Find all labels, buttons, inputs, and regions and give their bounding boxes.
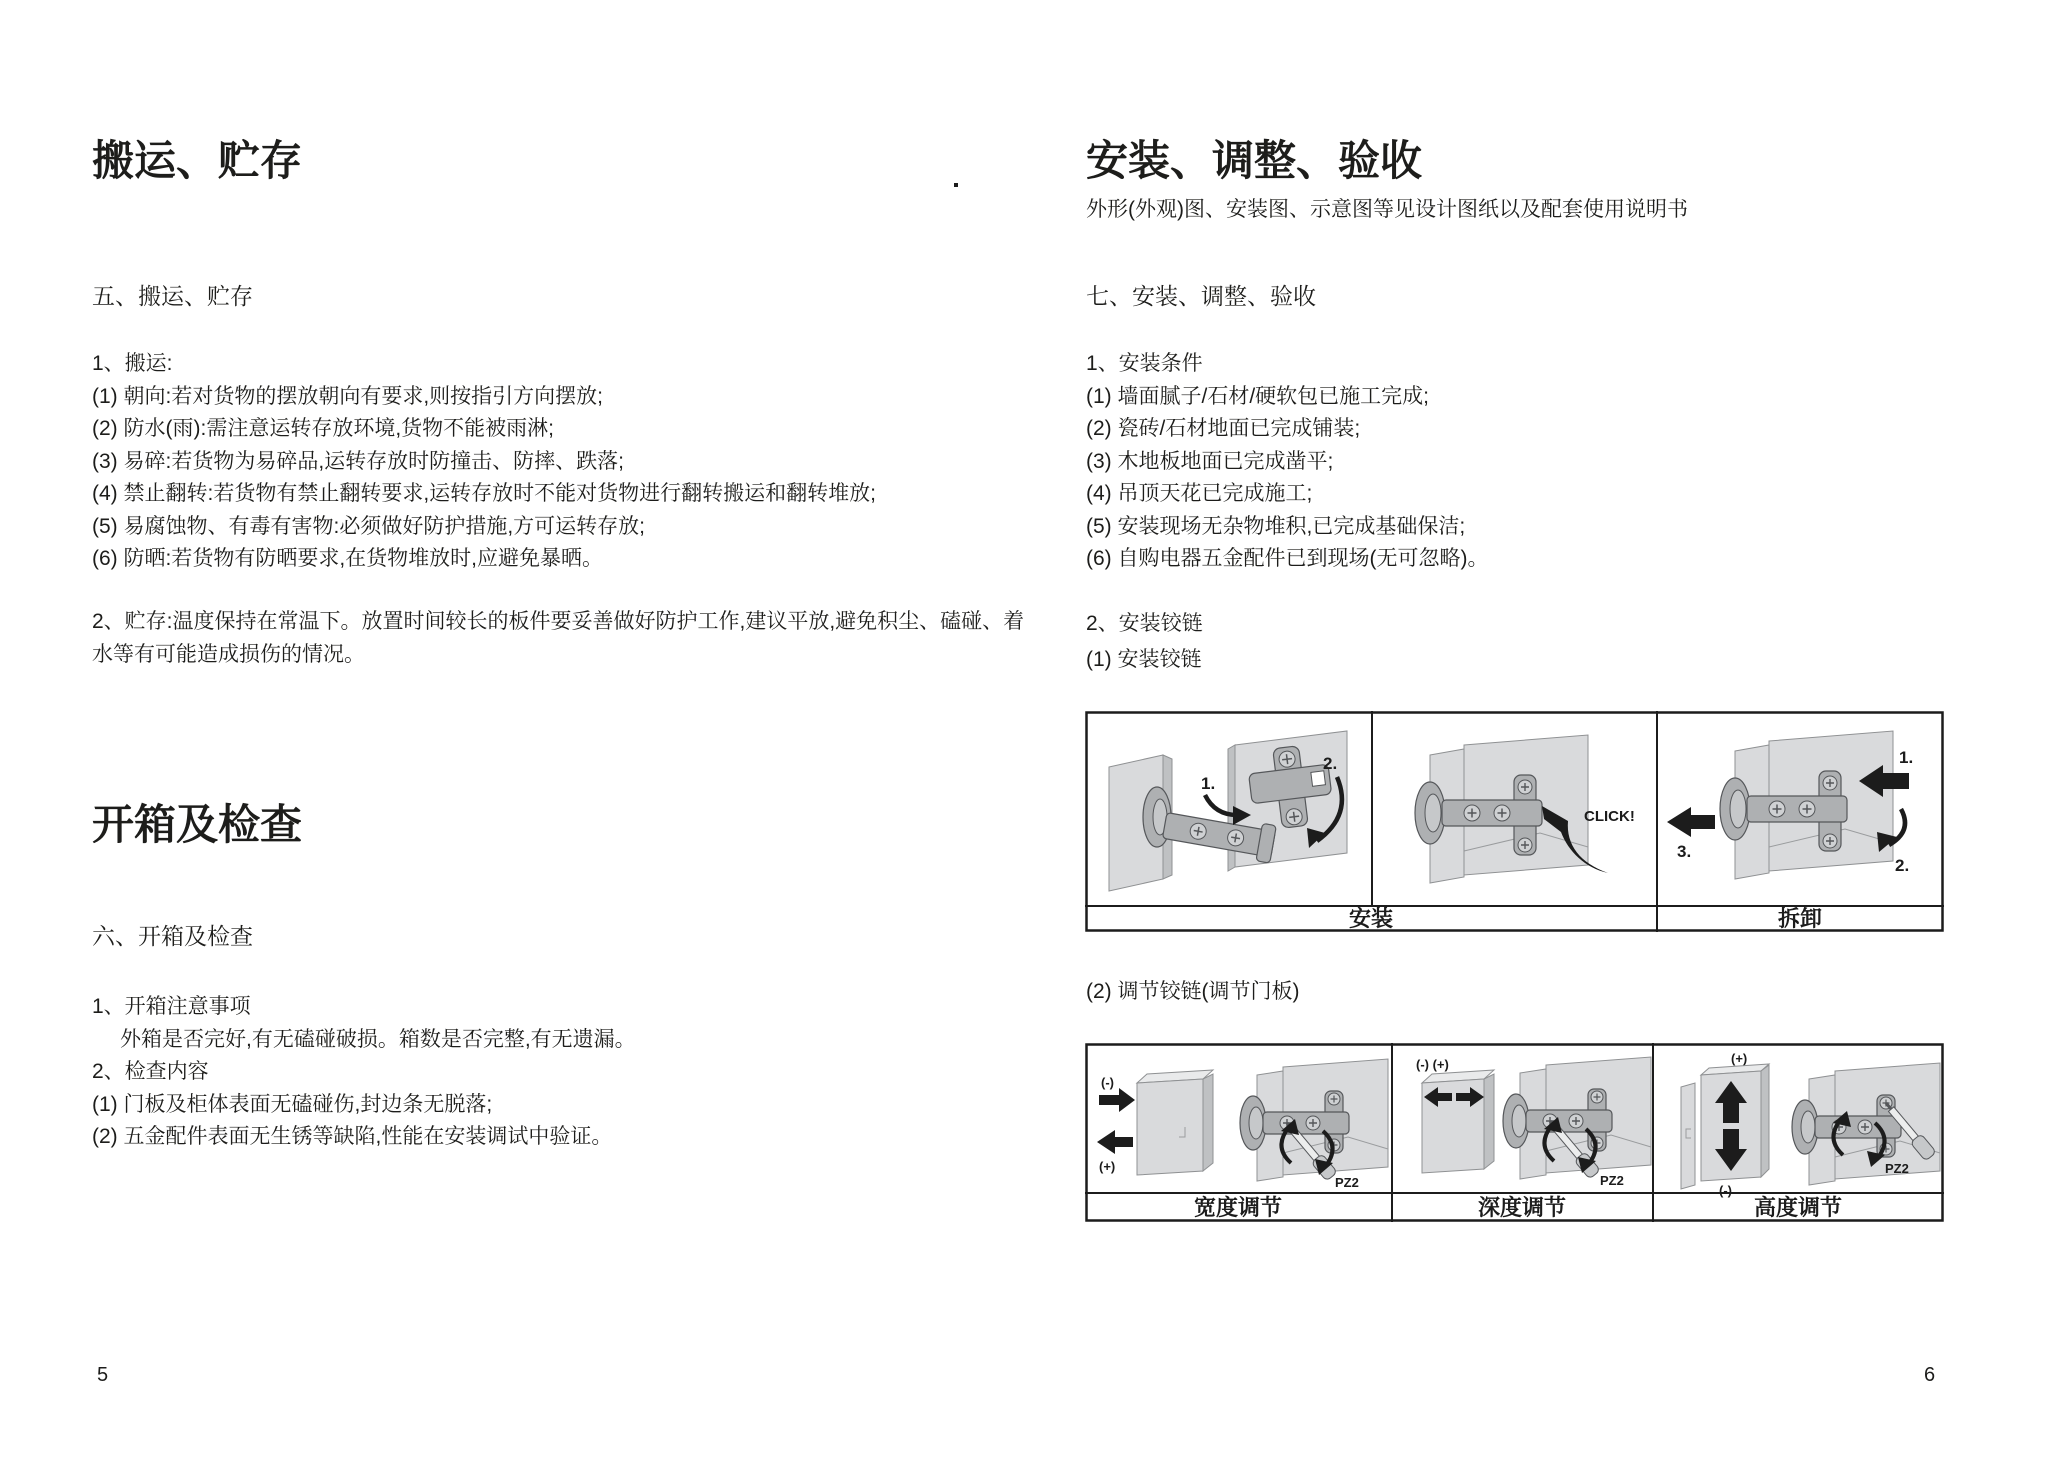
list-line: (1) 朝向:若对货物的摆放朝向有要求,则按指引方向摆放; [92, 384, 604, 408]
figure2-caption-depth: 深度调节 [1477, 1195, 1567, 1220]
step-label: 2. [1895, 856, 1910, 875]
step-label: 3. [1677, 842, 1692, 861]
figure1-panel-install-steps [1109, 731, 1347, 891]
minus-plus-label: (-) (+) [1416, 1057, 1449, 1072]
list-line: (3) 易碎:若货物为易碎品,运转存放时防撞击、防摔、跌落; [92, 449, 625, 473]
pz2-label: PZ2 [1335, 1175, 1359, 1190]
list-line: (5) 易腐蚀物、有毒有害物:必须做好防护措施,方可运转存放; [92, 514, 646, 538]
stray-dot [954, 183, 958, 187]
list-line: (6) 自购电器五金配件已到现场(无可忽略)。 [1086, 547, 1489, 570]
figure2-panel-height [1681, 1051, 1940, 1198]
step-label: 2. [1323, 754, 1338, 773]
pz2-label: PZ2 [1885, 1161, 1909, 1176]
conditions-list-title: 1、安装条件 [1086, 352, 1203, 375]
step-label: 1. [1201, 774, 1216, 793]
page-subtitle: 外形(外观)图、安装图、示意图等见设计图纸以及配套使用说明书 [1086, 198, 1688, 221]
page-title-unboxing-inspection: 开箱及检查 [92, 801, 303, 848]
figure-hinge-adjustment [1085, 1043, 1944, 1222]
page-title-handling-storage: 搬运、贮存 [92, 137, 303, 184]
list-line: (2) 五金配件表面无生锈等缺陷,性能在安装调试中验证。 [92, 1125, 613, 1148]
page-number-left: 5 [97, 1364, 109, 1386]
list-line: (6) 防晒:若货物有防晒要求,在货物堆放时,应避免暴晒。 [92, 547, 604, 570]
figure2-panel-width [1097, 1059, 1388, 1190]
click-label: CLICK! [1584, 808, 1635, 825]
pz2-label: PZ2 [1600, 1173, 1624, 1188]
minus-label: (-) [1719, 1183, 1732, 1198]
page-number-right: 6 [1924, 1364, 1936, 1386]
minus-label: (-) [1101, 1075, 1114, 1090]
list-line: 2、检查内容 [92, 1060, 209, 1083]
list-line: (4) 禁止翻转:若货物有禁止翻转要求,运转存放时不能对货物进行翻转搬运和翻转堆放; [92, 482, 877, 505]
list-line: (2) 防水(雨):需注意运转存放环境,货物不能被雨淋; [92, 417, 554, 440]
list-line: (5) 安装现场无杂物堆积,已完成基础保洁; [1086, 514, 1466, 538]
plus-label: (+) [1731, 1051, 1748, 1066]
figure1-panel-removal [1667, 731, 1913, 879]
list-line: (1) 门板及柜体表面无磕碰伤,封边条无脱落; [92, 1092, 493, 1116]
inspection-list [92, 990, 636, 1153]
handling-list [92, 348, 876, 576]
storage-paragraph: 2、贮存:温度保持在常温下。放置时间较长的板件要妥善做好防护工作,建议平放,避免积尘、磕碰、着水等有可能造成损伤的情况。 [92, 610, 1025, 666]
figure2-panel-depth [1416, 1057, 1651, 1188]
list-line: (2) 瓷砖/石材地面已完成铺装; [1086, 417, 1361, 440]
install-conditions-list [1086, 348, 1489, 576]
hinge-install-sub2: (2) 调节铰链(调节门板) [1086, 980, 1300, 1003]
figure1-panel-click [1415, 735, 1635, 883]
list-line: (4) 吊顶天花已完成施工; [1086, 482, 1313, 505]
hinge-install-title: 2、安装铰链 [1086, 612, 1203, 635]
plus-label: (+) [1099, 1159, 1116, 1174]
section-heading-7: 七、安装、调整、验收 [1086, 283, 1316, 309]
hinge-install-sub1: (1) 安装铰链 [1086, 648, 1202, 671]
section-heading-6: 六、开箱及检查 [92, 923, 253, 949]
page-title-install-adjust-accept: 安装、调整、验收 [1086, 137, 1423, 184]
list-line: (3) 木地板地面已完成凿平; [1086, 449, 1334, 473]
list-line: 1、开箱注意事项 [92, 995, 251, 1018]
list-line: (1) 墙面腻子/石材/硬软包已施工完成; [1086, 384, 1430, 408]
figure1-caption-install: 安装 [1348, 906, 1394, 931]
list-line: 外箱是否完好,有无磕碰破损。箱数是否完整,有无遗漏。 [120, 1027, 636, 1051]
section-heading-5: 五、搬运、贮存 [92, 283, 253, 309]
step-label: 1. [1899, 748, 1914, 767]
figure1-caption-removal: 拆卸 [1777, 906, 1823, 931]
figure2-caption-width: 宽度调节 [1193, 1195, 1283, 1220]
figure-hinge-install-removal [1085, 711, 1944, 932]
figure2-caption-height: 高度调节 [1753, 1195, 1843, 1220]
handling-list-title: 1、搬运: [92, 352, 173, 375]
